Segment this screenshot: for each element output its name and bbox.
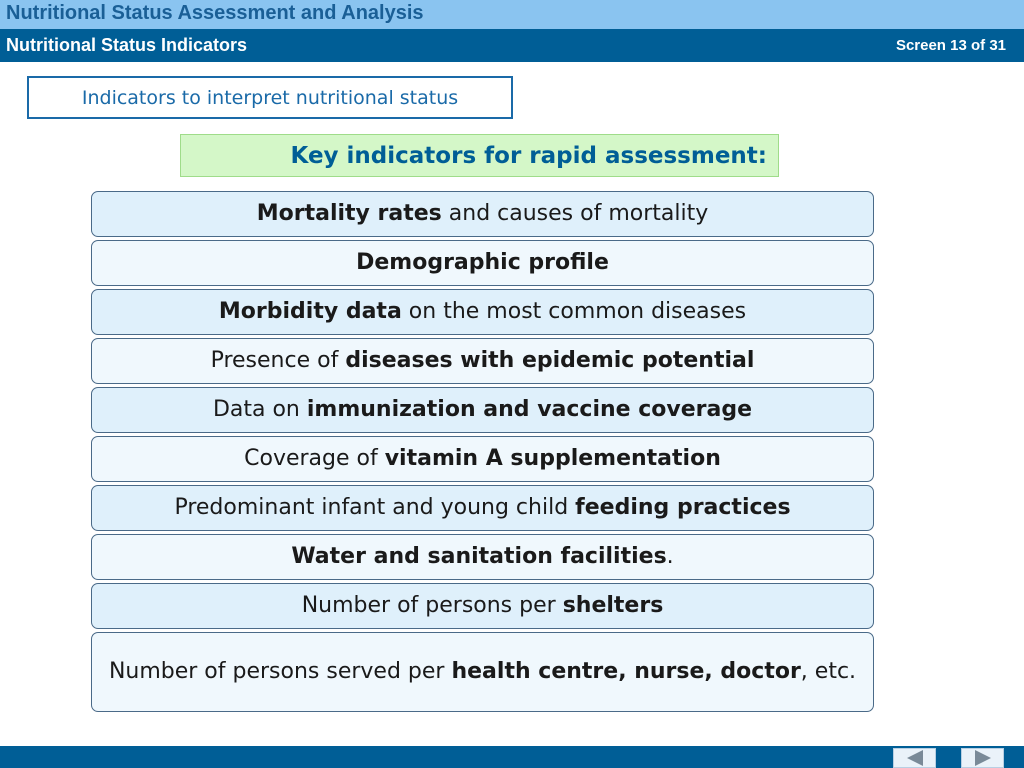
indicator-emphasis: diseases with epidemic potential [345, 348, 755, 373]
indicator-emphasis: health centre, nurse, doctor [451, 659, 801, 684]
app-title-bar [0, 0, 1024, 29]
indicator-plain-text: Number of persons per [301, 593, 563, 618]
next-button[interactable] [961, 748, 1004, 768]
indicator-item [91, 534, 874, 580]
section-title: Nutritional Status Indicators [6, 35, 248, 55]
indicator-emphasis: shelters [562, 593, 664, 618]
indicator-emphasis: vitamin A supplementation [384, 446, 721, 471]
intro-text: Indicators to interpret nutritional status [81, 86, 459, 109]
indicator-emphasis: Water and sanitation facilities [291, 544, 667, 569]
indicator-text [356, 248, 609, 278]
indicator-plain-text: Presence of [210, 348, 346, 373]
indicator-text [211, 346, 755, 376]
key-indicators-heading-text: Key indicators for rapid assessment: [290, 142, 767, 169]
footer-bar [0, 746, 1024, 768]
indicator-text [174, 493, 790, 523]
indicator-plain-text: and causes of mortality [441, 201, 709, 226]
indicator-item [91, 583, 874, 629]
back-button[interactable] [893, 748, 936, 768]
indicator-item [91, 191, 874, 237]
indicator-emphasis: Morbidity data [218, 299, 402, 324]
indicator-item [91, 436, 874, 482]
indicator-item [91, 289, 874, 335]
indicator-emphasis: Mortality rates [256, 201, 442, 226]
key-indicators-heading [180, 134, 779, 177]
indicator-item [91, 338, 874, 384]
indicator-text [109, 657, 856, 687]
app-title: Nutritional Status Assessment and Analysis [6, 2, 424, 24]
indicator-emphasis: immunization and vaccine coverage [306, 397, 753, 422]
triangle-left-icon [907, 750, 923, 766]
indicator-plain-text: . [666, 544, 674, 569]
indicator-item [91, 387, 874, 433]
indicator-text [244, 444, 721, 474]
indicator-text [302, 591, 664, 621]
intro-box [27, 76, 513, 119]
indicator-plain-text: on the most common diseases [401, 299, 747, 324]
indicator-emphasis: feeding practices [575, 495, 791, 520]
indicator-text [219, 297, 746, 327]
section-bar [0, 29, 1024, 62]
indicator-emphasis: Demographic profile [356, 250, 609, 275]
indicator-item [91, 485, 874, 531]
indicator-item [91, 240, 874, 286]
indicator-text [257, 199, 709, 229]
indicator-plain-text: Predominant infant and young child [174, 495, 576, 520]
indicator-plain-text: , etc. [800, 659, 857, 684]
indicator-text [213, 395, 752, 425]
screen-counter: Screen 13 of 31 [895, 37, 1006, 54]
indicator-item [91, 632, 874, 712]
triangle-right-icon [975, 750, 991, 766]
indicator-text [291, 542, 673, 572]
indicator-plain-text: Data on [212, 397, 307, 422]
indicator-plain-text: Number of persons served per [108, 659, 452, 684]
indicator-plain-text: Coverage of [244, 446, 385, 471]
